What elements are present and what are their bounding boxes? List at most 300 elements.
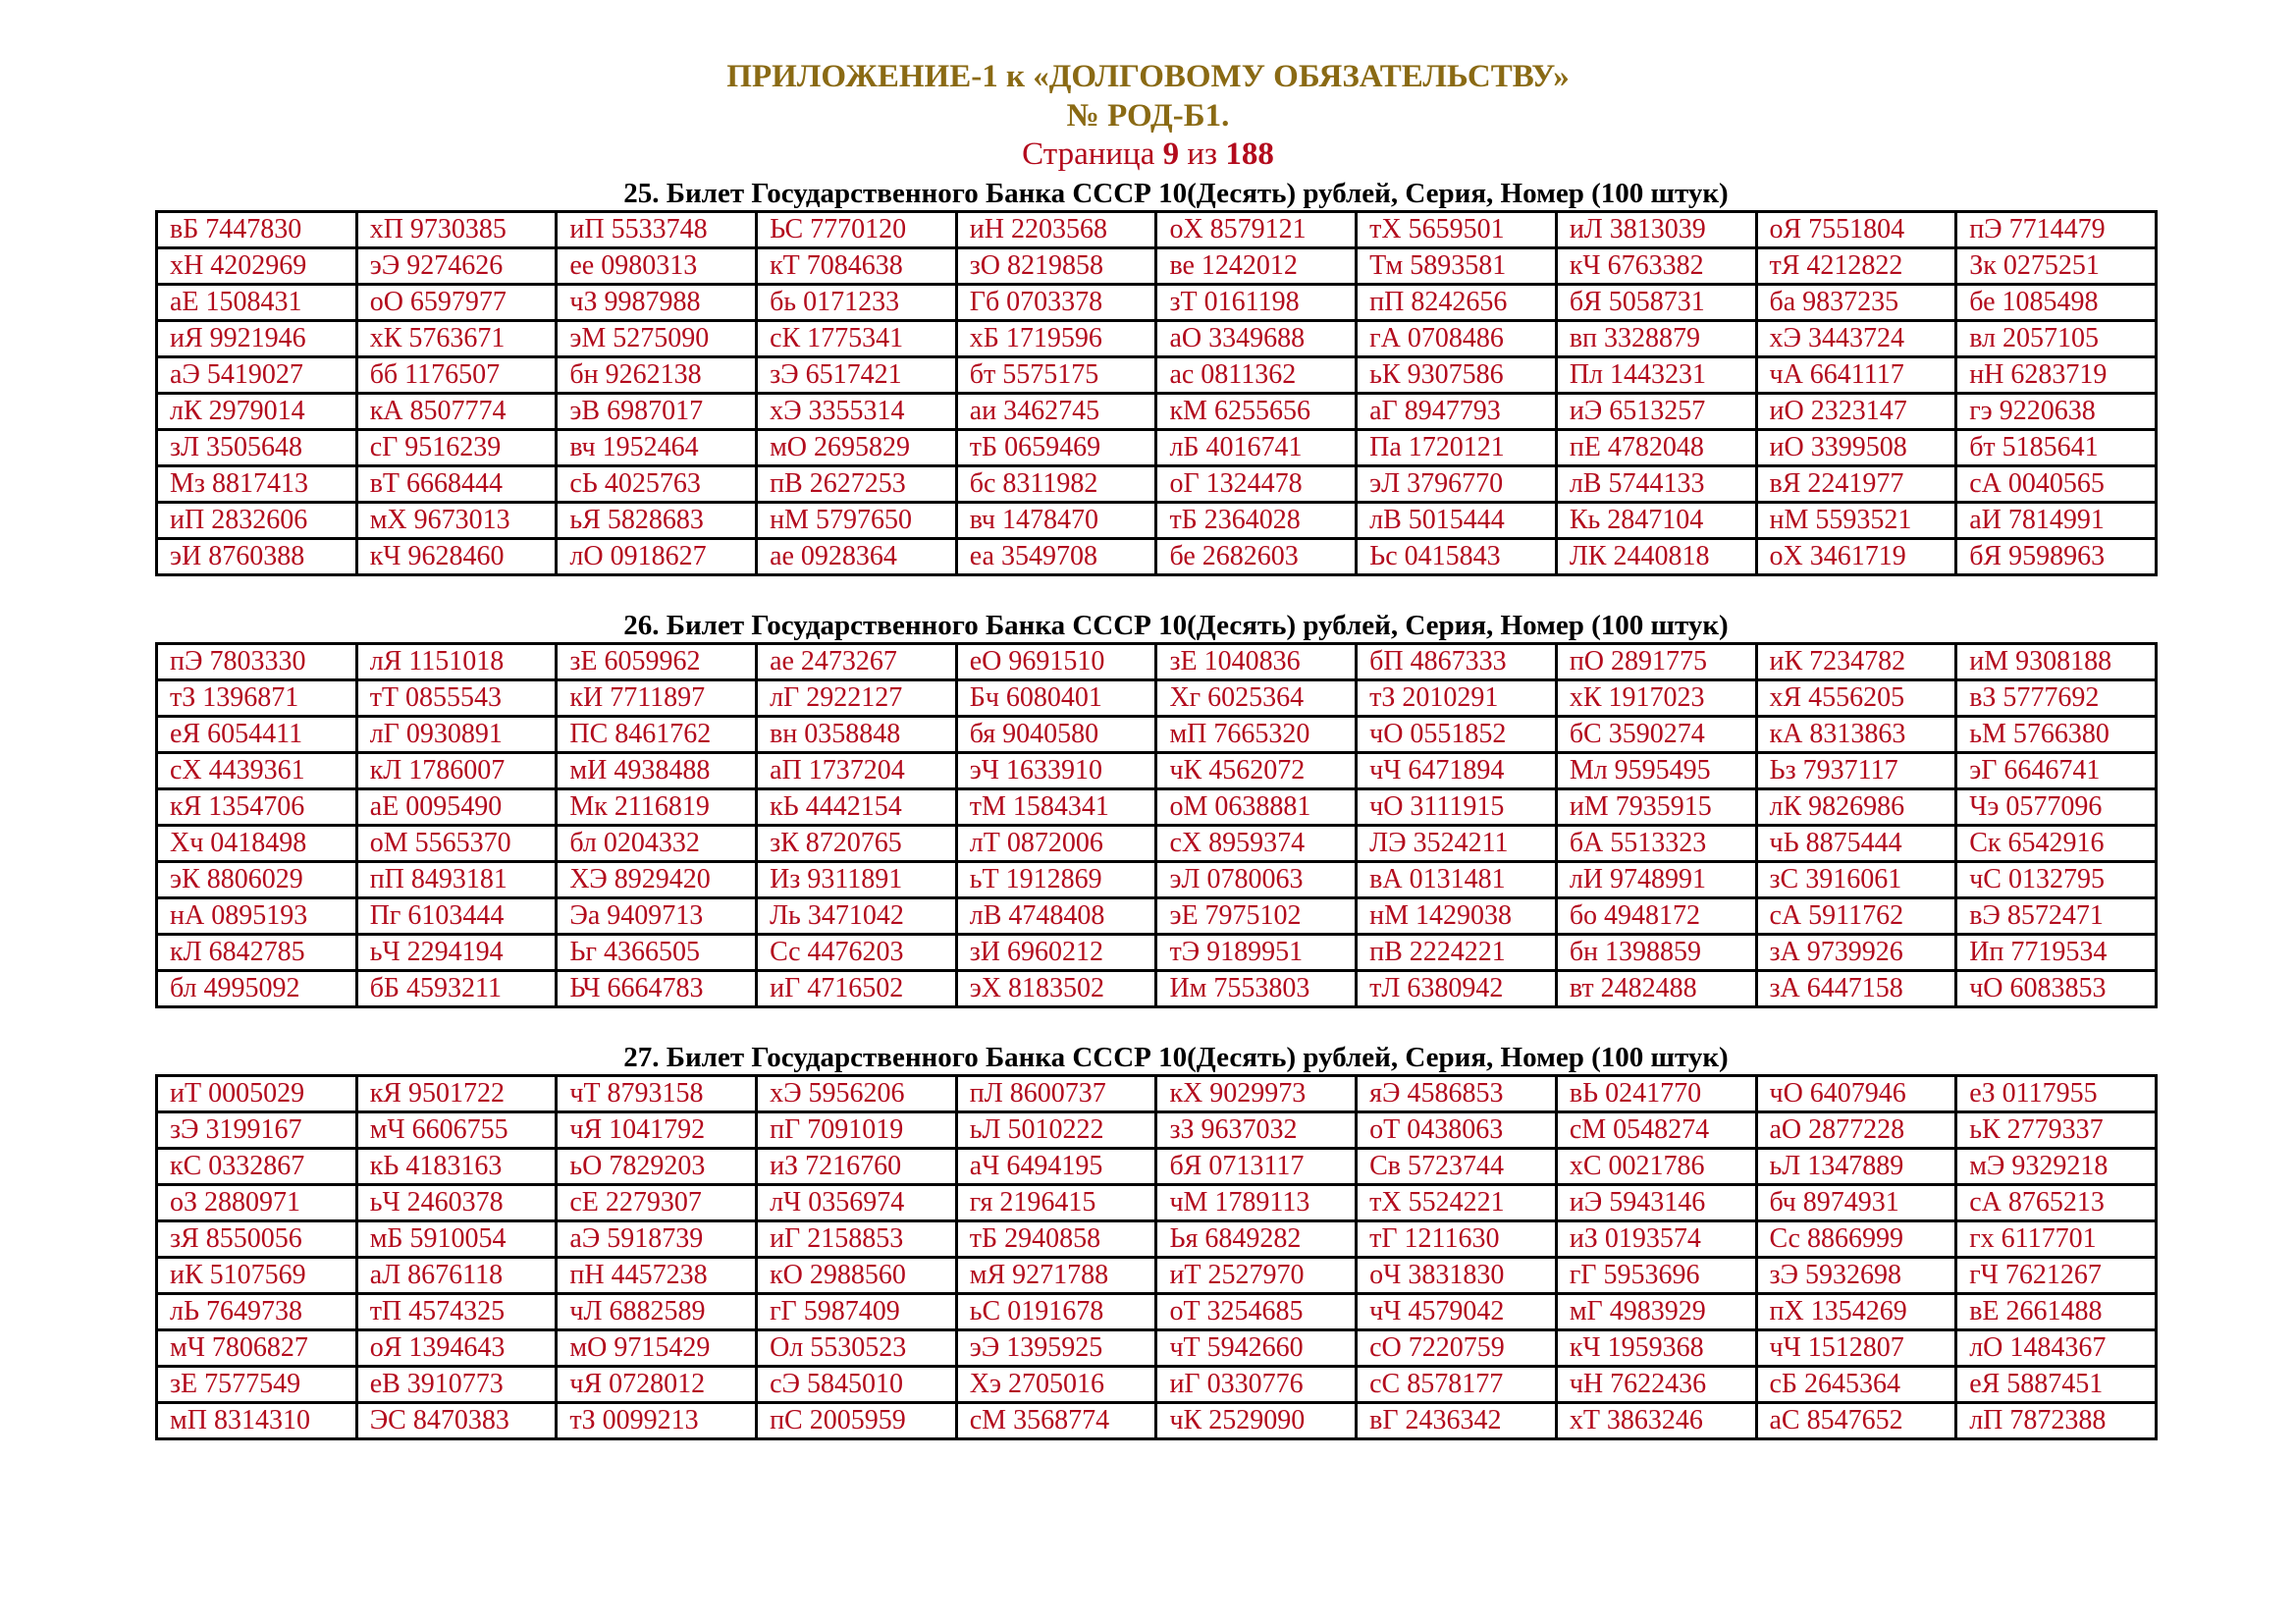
serial-cell: Ол 5530523 — [757, 1330, 957, 1367]
serial-cell: эВ 6987017 — [557, 394, 757, 430]
serial-cell: ьЯ 5828683 — [557, 503, 757, 539]
serial-cell: Ип 7719534 — [1956, 935, 2157, 971]
serial-cell: аГ 8947793 — [1357, 394, 1557, 430]
serial-cell: ьЧ 2460378 — [356, 1185, 557, 1221]
page-indicator — [0, 136, 2296, 173]
serial-cell: лТ 0872006 — [956, 826, 1156, 862]
table-row — [157, 717, 2157, 753]
table-row — [157, 394, 2157, 430]
serial-cell: аО 2877228 — [1756, 1112, 1956, 1149]
serial-cell: Мз 8817413 — [157, 466, 357, 503]
serial-cell: бн 1398859 — [1556, 935, 1756, 971]
serial-cell: чО 6083853 — [1956, 971, 2157, 1007]
serial-cell: оХ 3461719 — [1756, 539, 1956, 575]
serial-cell: бт 5185641 — [1956, 430, 2157, 466]
serial-cell: мЧ 6606755 — [356, 1112, 557, 1149]
serial-cell: вЬ 0241770 — [1556, 1076, 1756, 1112]
serial-cell: тЭ 9189951 — [1156, 935, 1357, 971]
serial-cell: бБ 4593211 — [356, 971, 557, 1007]
table-row — [157, 935, 2157, 971]
serial-cell: чЧ 6471894 — [1357, 753, 1557, 789]
serial-cell: сО 7220759 — [1357, 1330, 1557, 1367]
serial-cell: пЛ 8600737 — [956, 1076, 1156, 1112]
serial-cell: вл 2057105 — [1956, 321, 2157, 357]
serial-cell: мЧ 7806827 — [157, 1330, 357, 1367]
serial-cell: оО 6597977 — [356, 285, 557, 321]
serial-cell: Кь 2847104 — [1556, 503, 1756, 539]
table-row — [157, 789, 2157, 826]
serial-cell: иН 2203568 — [956, 212, 1156, 248]
serial-cell: Хг 6025364 — [1156, 680, 1357, 717]
serial-cell: сА 8765213 — [1956, 1185, 2157, 1221]
serial-cell: Пл 1443231 — [1556, 357, 1756, 394]
serial-cell: иЯ 9921946 — [157, 321, 357, 357]
serial-cell: эМ 5275090 — [557, 321, 757, 357]
serial-cell: кО 2988560 — [757, 1258, 957, 1294]
serial-cell: мЭ 9329218 — [1956, 1149, 2157, 1185]
table-row — [157, 971, 2157, 1007]
serial-cell: вп 3328879 — [1556, 321, 1756, 357]
serial-cell: оЗ 2880971 — [157, 1185, 357, 1221]
serial-cell: зА 9739926 — [1756, 935, 1956, 971]
serial-cell: вн 0358848 — [757, 717, 957, 753]
serial-cell: бб 1176507 — [356, 357, 557, 394]
serial-cell: иТ 0005029 — [157, 1076, 357, 1112]
serial-cell: кЧ 6763382 — [1556, 248, 1756, 285]
serial-table — [155, 1074, 2158, 1440]
serial-cell: Мк 2116819 — [557, 789, 757, 826]
serial-cell: вЗ 5777692 — [1956, 680, 2157, 717]
serial-cell: чО 3111915 — [1357, 789, 1557, 826]
serial-cell: нН 6283719 — [1956, 357, 2157, 394]
table-row — [157, 826, 2157, 862]
serial-cell: кЬ 4442154 — [757, 789, 957, 826]
serial-cell: оТ 3254685 — [1156, 1294, 1357, 1330]
serial-cell: сС 8578177 — [1357, 1367, 1557, 1403]
serial-cell: ее 0980313 — [557, 248, 757, 285]
section-title: 25. Билет Государственного Банка СССР 10(Десять) рублей, Серия, Номер (100 штук) — [623, 178, 1729, 209]
serial-cell: аи 3462745 — [956, 394, 1156, 430]
serial-cell: Пг 6103444 — [356, 898, 557, 935]
serial-cell: кА 8507774 — [356, 394, 557, 430]
serial-cell: оГ 1324478 — [1156, 466, 1357, 503]
serial-cell: хЭ 5956206 — [757, 1076, 957, 1112]
serial-cell: аЕ 0095490 — [356, 789, 557, 826]
serial-cell: лЯ 1151018 — [356, 644, 557, 680]
table-row — [157, 466, 2157, 503]
serial-cell: лК 2979014 — [157, 394, 357, 430]
serial-cell: зА 6447158 — [1756, 971, 1956, 1007]
serial-cell: пЭ 7803330 — [157, 644, 357, 680]
serial-cell: яЭ 4586853 — [1357, 1076, 1557, 1112]
serial-cell: чЧ 1512807 — [1756, 1330, 1956, 1367]
page-prefix: Страница — [1022, 136, 1163, 172]
serial-cell: пС 2005959 — [757, 1403, 957, 1439]
serial-cell: аО 3349688 — [1156, 321, 1357, 357]
serial-cell: Ьз 7937117 — [1756, 753, 1956, 789]
serial-cell: иЗ 0193574 — [1556, 1221, 1756, 1258]
serial-cell: ьМ 5766380 — [1956, 717, 2157, 753]
serial-cell: зЯ 8550056 — [157, 1221, 357, 1258]
serial-cell: сА 5911762 — [1756, 898, 1956, 935]
serial-cell: ПС 8461762 — [557, 717, 757, 753]
serial-cell: оМ 5565370 — [356, 826, 557, 862]
serial-cell: сК 1775341 — [757, 321, 957, 357]
serial-cell: тЛ 6380942 — [1357, 971, 1557, 1007]
serial-cell: сГ 9516239 — [356, 430, 557, 466]
serial-cell: мГ 4983929 — [1556, 1294, 1756, 1330]
serial-cell: нМ 5797650 — [757, 503, 957, 539]
serial-cell: иЛ 3813039 — [1556, 212, 1756, 248]
serial-cell: эГ 6646741 — [1956, 753, 2157, 789]
serial-cell: сЭ 5845010 — [757, 1367, 957, 1403]
serial-cell: ХЭ 8929420 — [557, 862, 757, 898]
serial-cell: иО 3399508 — [1756, 430, 1956, 466]
serial-cell: тХ 5659501 — [1357, 212, 1557, 248]
serial-cell: пП 8493181 — [356, 862, 557, 898]
table-row — [157, 753, 2157, 789]
serial-cell: зИ 6960212 — [956, 935, 1156, 971]
serial-cell: вч 1478470 — [956, 503, 1156, 539]
table-row — [157, 1330, 2157, 1367]
serial-cell: нМ 5593521 — [1756, 503, 1956, 539]
serial-cell: Им 7553803 — [1156, 971, 1357, 1007]
table-row — [157, 1258, 2157, 1294]
serial-cell: еЯ 6054411 — [157, 717, 357, 753]
serial-cell: чК 4562072 — [1156, 753, 1357, 789]
serial-cell: зЭ 3199167 — [157, 1112, 357, 1149]
serial-cell: тТ 0855543 — [356, 680, 557, 717]
serial-cell: оМ 0638881 — [1156, 789, 1357, 826]
serial-cell: хС 0021786 — [1556, 1149, 1756, 1185]
serial-cell: аИ 7814991 — [1956, 503, 2157, 539]
serial-cell: бП 4867333 — [1357, 644, 1557, 680]
serial-cell: зС 3916061 — [1756, 862, 1956, 898]
serial-cell: Св 5723744 — [1357, 1149, 1557, 1185]
serial-cell: иГ 4716502 — [757, 971, 957, 1007]
serial-cell: зЕ 1040836 — [1156, 644, 1357, 680]
serial-table — [155, 210, 2158, 576]
serial-cell: бл 4995092 — [157, 971, 357, 1007]
serial-cell: иК 5107569 — [157, 1258, 357, 1294]
serial-cell: лВ 5744133 — [1556, 466, 1756, 503]
serial-cell: Сс 8866999 — [1756, 1221, 1956, 1258]
serial-cell: нМ 1429038 — [1357, 898, 1557, 935]
serial-cell: лО 0918627 — [557, 539, 757, 575]
serial-cell: гГ 5987409 — [757, 1294, 957, 1330]
section-25 — [155, 177, 2158, 576]
serial-cell: тГ 1211630 — [1357, 1221, 1557, 1258]
table-row — [157, 1076, 2157, 1112]
serial-cell: гх 6117701 — [1956, 1221, 2157, 1258]
serial-cell: пП 8242656 — [1357, 285, 1557, 321]
section-title: 26. Билет Государственного Банка СССР 10(Десять) рублей, Серия, Номер (100 штук) — [623, 610, 1729, 641]
serial-cell: аЭ 5918739 — [557, 1221, 757, 1258]
table-row — [157, 1221, 2157, 1258]
serial-cell: бн 9262138 — [557, 357, 757, 394]
serial-cell: мО 2695829 — [757, 430, 957, 466]
serial-cell: кЧ 1959368 — [1556, 1330, 1756, 1367]
serial-cell: зТ 0161198 — [1156, 285, 1357, 321]
serial-cell: еЯ 5887451 — [1956, 1367, 2157, 1403]
serial-cell: пЕ 4782048 — [1556, 430, 1756, 466]
serial-cell: чЧ 4579042 — [1357, 1294, 1557, 1330]
serial-cell: лИ 9748991 — [1556, 862, 1756, 898]
serial-cell: гА 0708486 — [1357, 321, 1557, 357]
serial-cell: кА 8313863 — [1756, 717, 1956, 753]
serial-cell: вЭ 8572471 — [1956, 898, 2157, 935]
serial-cell: эИ 8760388 — [157, 539, 357, 575]
serial-cell: сХ 4439361 — [157, 753, 357, 789]
serial-cell: тБ 2364028 — [1156, 503, 1357, 539]
serial-cell: кЬ 4183163 — [356, 1149, 557, 1185]
serial-cell: Хч 0418498 — [157, 826, 357, 862]
document-number: № РОД-Б1. — [1066, 98, 1230, 134]
serial-cell: лК 9826986 — [1756, 789, 1956, 826]
serial-cell: чМ 1789113 — [1156, 1185, 1357, 1221]
serial-cell: лГ 0930891 — [356, 717, 557, 753]
serial-cell: зЭ 5932698 — [1756, 1258, 1956, 1294]
serial-cell: Па 1720121 — [1357, 430, 1557, 466]
serial-cell: бт 5575175 — [956, 357, 1156, 394]
serial-cell: аЕ 1508431 — [157, 285, 357, 321]
serial-cell: Ьг 4366505 — [557, 935, 757, 971]
serial-cell: бС 3590274 — [1556, 717, 1756, 753]
serial-cell: иЭ 6513257 — [1556, 394, 1756, 430]
serial-cell: оХ 8579121 — [1156, 212, 1357, 248]
serial-cell: аЭ 5419027 — [157, 357, 357, 394]
serial-cell: Сс 4476203 — [757, 935, 957, 971]
serial-cell: мБ 5910054 — [356, 1221, 557, 1258]
serial-cell: пВ 2224221 — [1357, 935, 1557, 971]
serial-cell: бо 4948172 — [1556, 898, 1756, 935]
serial-cell: зО 8219858 — [956, 248, 1156, 285]
serial-cell: эЛ 3796770 — [1357, 466, 1557, 503]
serial-cell: тЗ 2010291 — [1357, 680, 1557, 717]
serial-cell: ьЧ 2294194 — [356, 935, 557, 971]
serial-cell: вТ 6668444 — [356, 466, 557, 503]
table-row — [157, 357, 2157, 394]
serial-cell: гЧ 7621267 — [1956, 1258, 2157, 1294]
serial-cell: тМ 1584341 — [956, 789, 1156, 826]
serial-cell: Зк 0275251 — [1956, 248, 2157, 285]
serial-cell: сМ 3568774 — [956, 1403, 1156, 1439]
serial-cell: Из 9311891 — [757, 862, 957, 898]
table-row — [157, 862, 2157, 898]
serial-cell: Ск 6542916 — [1956, 826, 2157, 862]
table-row — [157, 430, 2157, 466]
serial-cell: Мл 9595495 — [1556, 753, 1756, 789]
serial-cell: тЗ 0099213 — [557, 1403, 757, 1439]
serial-cell: сА 0040565 — [1956, 466, 2157, 503]
serial-cell: чТ 8793158 — [557, 1076, 757, 1112]
serial-cell: аЧ 6494195 — [956, 1149, 1156, 1185]
serial-cell: Ья 6849282 — [1156, 1221, 1357, 1258]
table-row — [157, 212, 2157, 248]
serial-cell: бч 8974931 — [1756, 1185, 1956, 1221]
table-row — [157, 1403, 2157, 1439]
serial-cell: тБ 0659469 — [956, 430, 1156, 466]
serial-cell: лЬ 7649738 — [157, 1294, 357, 1330]
serial-cell: ЬЧ 6664783 — [557, 971, 757, 1007]
serial-cell: бь 0171233 — [757, 285, 957, 321]
serial-cell: ьС 0191678 — [956, 1294, 1156, 1330]
serial-cell: мЯ 9271788 — [956, 1258, 1156, 1294]
serial-cell: зЕ 6059962 — [557, 644, 757, 680]
serial-cell: лГ 2922127 — [757, 680, 957, 717]
serial-cell: ас 0811362 — [1156, 357, 1357, 394]
serial-cell: иП 5533748 — [557, 212, 757, 248]
serial-cell: оЧ 3831830 — [1357, 1258, 1557, 1294]
serial-cell: эХ 8183502 — [956, 971, 1156, 1007]
serial-cell: хК 1917023 — [1556, 680, 1756, 717]
serial-cell: аП 1737204 — [757, 753, 957, 789]
table-row — [157, 680, 2157, 717]
serial-cell: бЯ 9598963 — [1956, 539, 2157, 575]
serial-cell: эЧ 1633910 — [956, 753, 1156, 789]
serial-cell: тХ 5524221 — [1357, 1185, 1557, 1221]
serial-cell: чК 2529090 — [1156, 1403, 1357, 1439]
page-current: 9 — [1162, 136, 1180, 172]
serial-cell: ае 2473267 — [757, 644, 957, 680]
serial-cell: чС 0132795 — [1956, 862, 2157, 898]
serial-cell: иТ 2527970 — [1156, 1258, 1357, 1294]
serial-cell: эЭ 9274626 — [356, 248, 557, 285]
serial-cell: оЯ 1394643 — [356, 1330, 557, 1367]
serial-cell: хТ 3863246 — [1556, 1403, 1756, 1439]
serial-cell: иГ 0330776 — [1156, 1367, 1357, 1403]
serial-cell: Хэ 2705016 — [956, 1367, 1156, 1403]
table-row — [157, 1112, 2157, 1149]
serial-cell: бА 5513323 — [1556, 826, 1756, 862]
serial-cell: вГ 2436342 — [1357, 1403, 1557, 1439]
serial-cell: оТ 0438063 — [1357, 1112, 1557, 1149]
table-row — [157, 503, 2157, 539]
serial-cell: эЕ 7975102 — [1156, 898, 1357, 935]
serial-cell: вЯ 2241977 — [1756, 466, 1956, 503]
serial-cell: чТ 5942660 — [1156, 1330, 1357, 1367]
serial-cell: сХ 8959374 — [1156, 826, 1357, 862]
serial-cell: тЗ 1396871 — [157, 680, 357, 717]
table-row — [157, 1294, 2157, 1330]
serial-cell: ьЛ 1347889 — [1756, 1149, 1956, 1185]
serial-cell: бе 1085498 — [1956, 285, 2157, 321]
serial-cell: вА 0131481 — [1357, 862, 1557, 898]
serial-cell: ьТ 1912869 — [956, 862, 1156, 898]
serial-cell: иМ 9308188 — [1956, 644, 2157, 680]
section-27 — [155, 1041, 2158, 1440]
serial-cell: пХ 1354269 — [1756, 1294, 1956, 1330]
serial-cell: бЯ 5058731 — [1556, 285, 1756, 321]
serial-cell: Ьс 0415843 — [1357, 539, 1557, 575]
serial-cell: хЭ 3443724 — [1756, 321, 1956, 357]
serial-cell: ЬС 7770120 — [757, 212, 957, 248]
section-26 — [155, 609, 2158, 1008]
serial-cell: сЕ 2279307 — [557, 1185, 757, 1221]
serial-cell: бе 2682603 — [1156, 539, 1357, 575]
serial-cell: чЯ 0728012 — [557, 1367, 757, 1403]
serial-cell: еЗ 0117955 — [1956, 1076, 2157, 1112]
serial-cell: бя 9040580 — [956, 717, 1156, 753]
serial-cell: эЭ 1395925 — [956, 1330, 1156, 1367]
serial-cell: кМ 6255656 — [1156, 394, 1357, 430]
serial-cell: иЗ 7216760 — [757, 1149, 957, 1185]
table-row — [157, 898, 2157, 935]
serial-cell: сЬ 4025763 — [557, 466, 757, 503]
serial-cell: лО 1484367 — [1956, 1330, 2157, 1367]
serial-cell: эЛ 0780063 — [1156, 862, 1357, 898]
serial-cell: Чэ 0577096 — [1956, 789, 2157, 826]
table-row — [157, 285, 2157, 321]
serial-cell: ЭС 8470383 — [356, 1403, 557, 1439]
serial-cell: ьК 9307586 — [1357, 357, 1557, 394]
table-row — [157, 1367, 2157, 1403]
serial-cell: иЭ 5943146 — [1556, 1185, 1756, 1221]
serial-cell: чЗ 9987988 — [557, 285, 757, 321]
serial-cell: еВ 3910773 — [356, 1367, 557, 1403]
serial-cell: сБ 2645364 — [1756, 1367, 1956, 1403]
serial-cell: лБ 4016741 — [1156, 430, 1357, 466]
serial-cell: чА 6641117 — [1756, 357, 1956, 394]
serial-cell: лВ 5015444 — [1357, 503, 1557, 539]
serial-cell: Бч 6080401 — [956, 680, 1156, 717]
serial-cell: ЛЭ 3524211 — [1357, 826, 1557, 862]
serial-cell: иГ 2158853 — [757, 1221, 957, 1258]
serial-cell: нА 0895193 — [157, 898, 357, 935]
serial-cell: хЭ 3355314 — [757, 394, 957, 430]
serial-table — [155, 642, 2158, 1008]
section-title: 27. Билет Государственного Банка СССР 10(Десять) рублей, Серия, Номер (100 штук) — [623, 1042, 1729, 1073]
serial-cell: мИ 4938488 — [557, 753, 757, 789]
serial-cell: ьЛ 5010222 — [956, 1112, 1156, 1149]
serial-cell: оЯ 7551804 — [1756, 212, 1956, 248]
serial-cell: мО 9715429 — [557, 1330, 757, 1367]
serial-cell: аЛ 8676118 — [356, 1258, 557, 1294]
serial-cell: кХ 9029973 — [1156, 1076, 1357, 1112]
serial-cell: иП 2832606 — [157, 503, 357, 539]
serial-cell: мХ 9673013 — [356, 503, 557, 539]
serial-cell: еа 3549708 — [956, 539, 1156, 575]
serial-cell: тЯ 4212822 — [1756, 248, 1956, 285]
serial-cell: Эа 9409713 — [557, 898, 757, 935]
serial-cell: кИ 7711897 — [557, 680, 757, 717]
serial-cell: Гб 0703378 — [956, 285, 1156, 321]
serial-cell: лП 7872388 — [1956, 1403, 2157, 1439]
serial-cell: аС 8547652 — [1756, 1403, 1956, 1439]
serial-cell: мП 8314310 — [157, 1403, 357, 1439]
serial-cell: ба 9837235 — [1756, 285, 1956, 321]
serial-cell: Тм 5893581 — [1357, 248, 1557, 285]
serial-cell: зЭ 6517421 — [757, 357, 957, 394]
serial-cell: зЛ 3505648 — [157, 430, 357, 466]
serial-cell: чО 0551852 — [1357, 717, 1557, 753]
table-row — [157, 1149, 2157, 1185]
serial-cell: кС 0332867 — [157, 1149, 357, 1185]
serial-cell: ьК 2779337 — [1956, 1112, 2157, 1149]
serial-cell: кЛ 6842785 — [157, 935, 357, 971]
table-row — [157, 1185, 2157, 1221]
serial-cell: вЕ 2661488 — [1956, 1294, 2157, 1330]
serial-cell: ЛК 2440818 — [1556, 539, 1756, 575]
page-of: из — [1179, 136, 1226, 172]
serial-cell: лЧ 0356974 — [757, 1185, 957, 1221]
serial-cell: кЧ 9628460 — [356, 539, 557, 575]
serial-cell: тБ 2940858 — [956, 1221, 1156, 1258]
serial-cell: хБ 1719596 — [956, 321, 1156, 357]
serial-cell: мП 7665320 — [1156, 717, 1357, 753]
serial-cell: кТ 7084638 — [757, 248, 957, 285]
serial-cell: пО 2891775 — [1556, 644, 1756, 680]
